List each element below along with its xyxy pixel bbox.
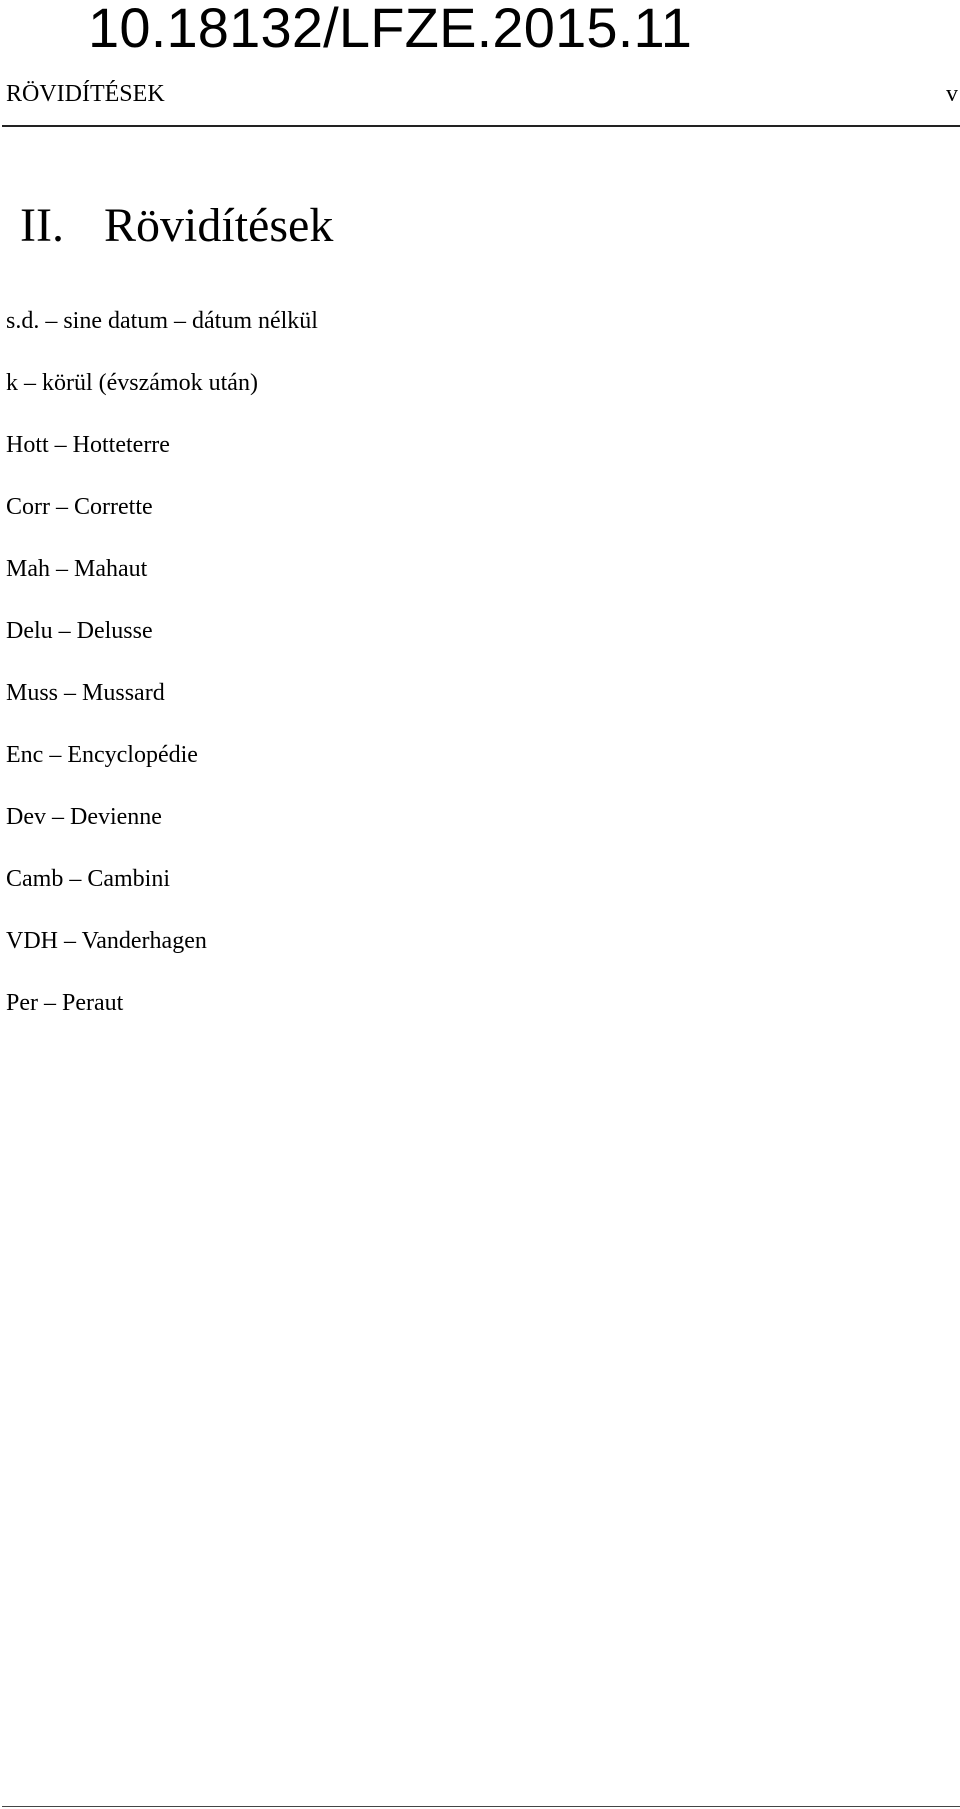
abbreviation: Dev	[6, 804, 46, 830]
separator-dash: –	[44, 990, 56, 1016]
abbreviation: Camb	[6, 866, 64, 892]
separator-dash: –	[56, 494, 68, 520]
abbreviation-meaning: Encyclopédie	[67, 742, 198, 768]
abbreviation-item	[6, 368, 318, 430]
separator-dash: –	[51, 804, 64, 830]
separator-dash: –	[45, 308, 58, 334]
page-number: v	[946, 81, 958, 107]
abbreviation-item	[6, 616, 318, 678]
abbreviation-item	[6, 306, 318, 368]
abbreviation-item	[6, 740, 318, 802]
section-title	[20, 198, 333, 254]
abbreviation: Hott	[6, 432, 49, 458]
abbreviation-item	[6, 864, 318, 926]
separator-dash: –	[64, 680, 77, 706]
abbreviation: Muss	[6, 680, 59, 706]
abbreviation-item	[6, 988, 318, 1050]
separator-dash: –	[58, 618, 71, 644]
abbreviation-meaning: Peraut	[62, 990, 124, 1016]
header-rule	[2, 125, 960, 127]
abbreviation-item	[6, 430, 318, 492]
abbreviation-meaning: Devienne	[69, 804, 162, 830]
abbreviation: Per	[6, 990, 38, 1016]
abbreviation: Corr	[6, 494, 50, 520]
abbreviation-meaning: Mussard	[82, 680, 165, 706]
abbreviation-item	[6, 678, 318, 740]
abbreviation: Delu	[6, 618, 53, 644]
abbreviation: s.d.	[6, 308, 40, 334]
separator-dash: –	[64, 928, 76, 954]
running-header: RÖVIDÍTÉSEK	[6, 81, 165, 107]
separator-dash: –	[24, 370, 36, 396]
abbreviation-list	[6, 306, 318, 1050]
abbreviation-item	[6, 492, 318, 554]
abbreviation: Mah	[6, 556, 50, 582]
abbreviation-meaning: Hotteterre	[72, 432, 170, 458]
abbreviation-meaning: Cambini	[87, 866, 170, 892]
separator-dash: –	[69, 866, 82, 892]
abbreviation: VDH	[6, 928, 58, 954]
separator-dash: –	[49, 742, 62, 768]
footer-rule	[2, 1806, 960, 1807]
abbreviation-meaning: körül (évszámok után)	[42, 370, 258, 396]
abbreviation-item	[6, 554, 318, 616]
abbreviation-meaning: sine datum – dátum nélkül	[63, 308, 318, 334]
abbreviation-item	[6, 802, 318, 864]
abbreviation: k	[6, 370, 18, 396]
section-title-text: Rövidítések	[104, 199, 334, 252]
abbreviation-meaning: Corrette	[74, 494, 153, 520]
abbreviation-meaning: Mahaut	[74, 556, 148, 582]
abbreviation-meaning: Vanderhagen	[81, 928, 207, 954]
separator-dash: –	[56, 556, 68, 582]
doi-watermark: 10.18132/LFZE.2015.11	[88, 0, 693, 59]
abbreviation-meaning: Delusse	[76, 618, 153, 644]
abbreviation-item	[6, 926, 318, 988]
section-number: II.	[20, 199, 64, 252]
separator-dash: –	[54, 432, 67, 458]
abbreviation: Enc	[6, 742, 44, 768]
